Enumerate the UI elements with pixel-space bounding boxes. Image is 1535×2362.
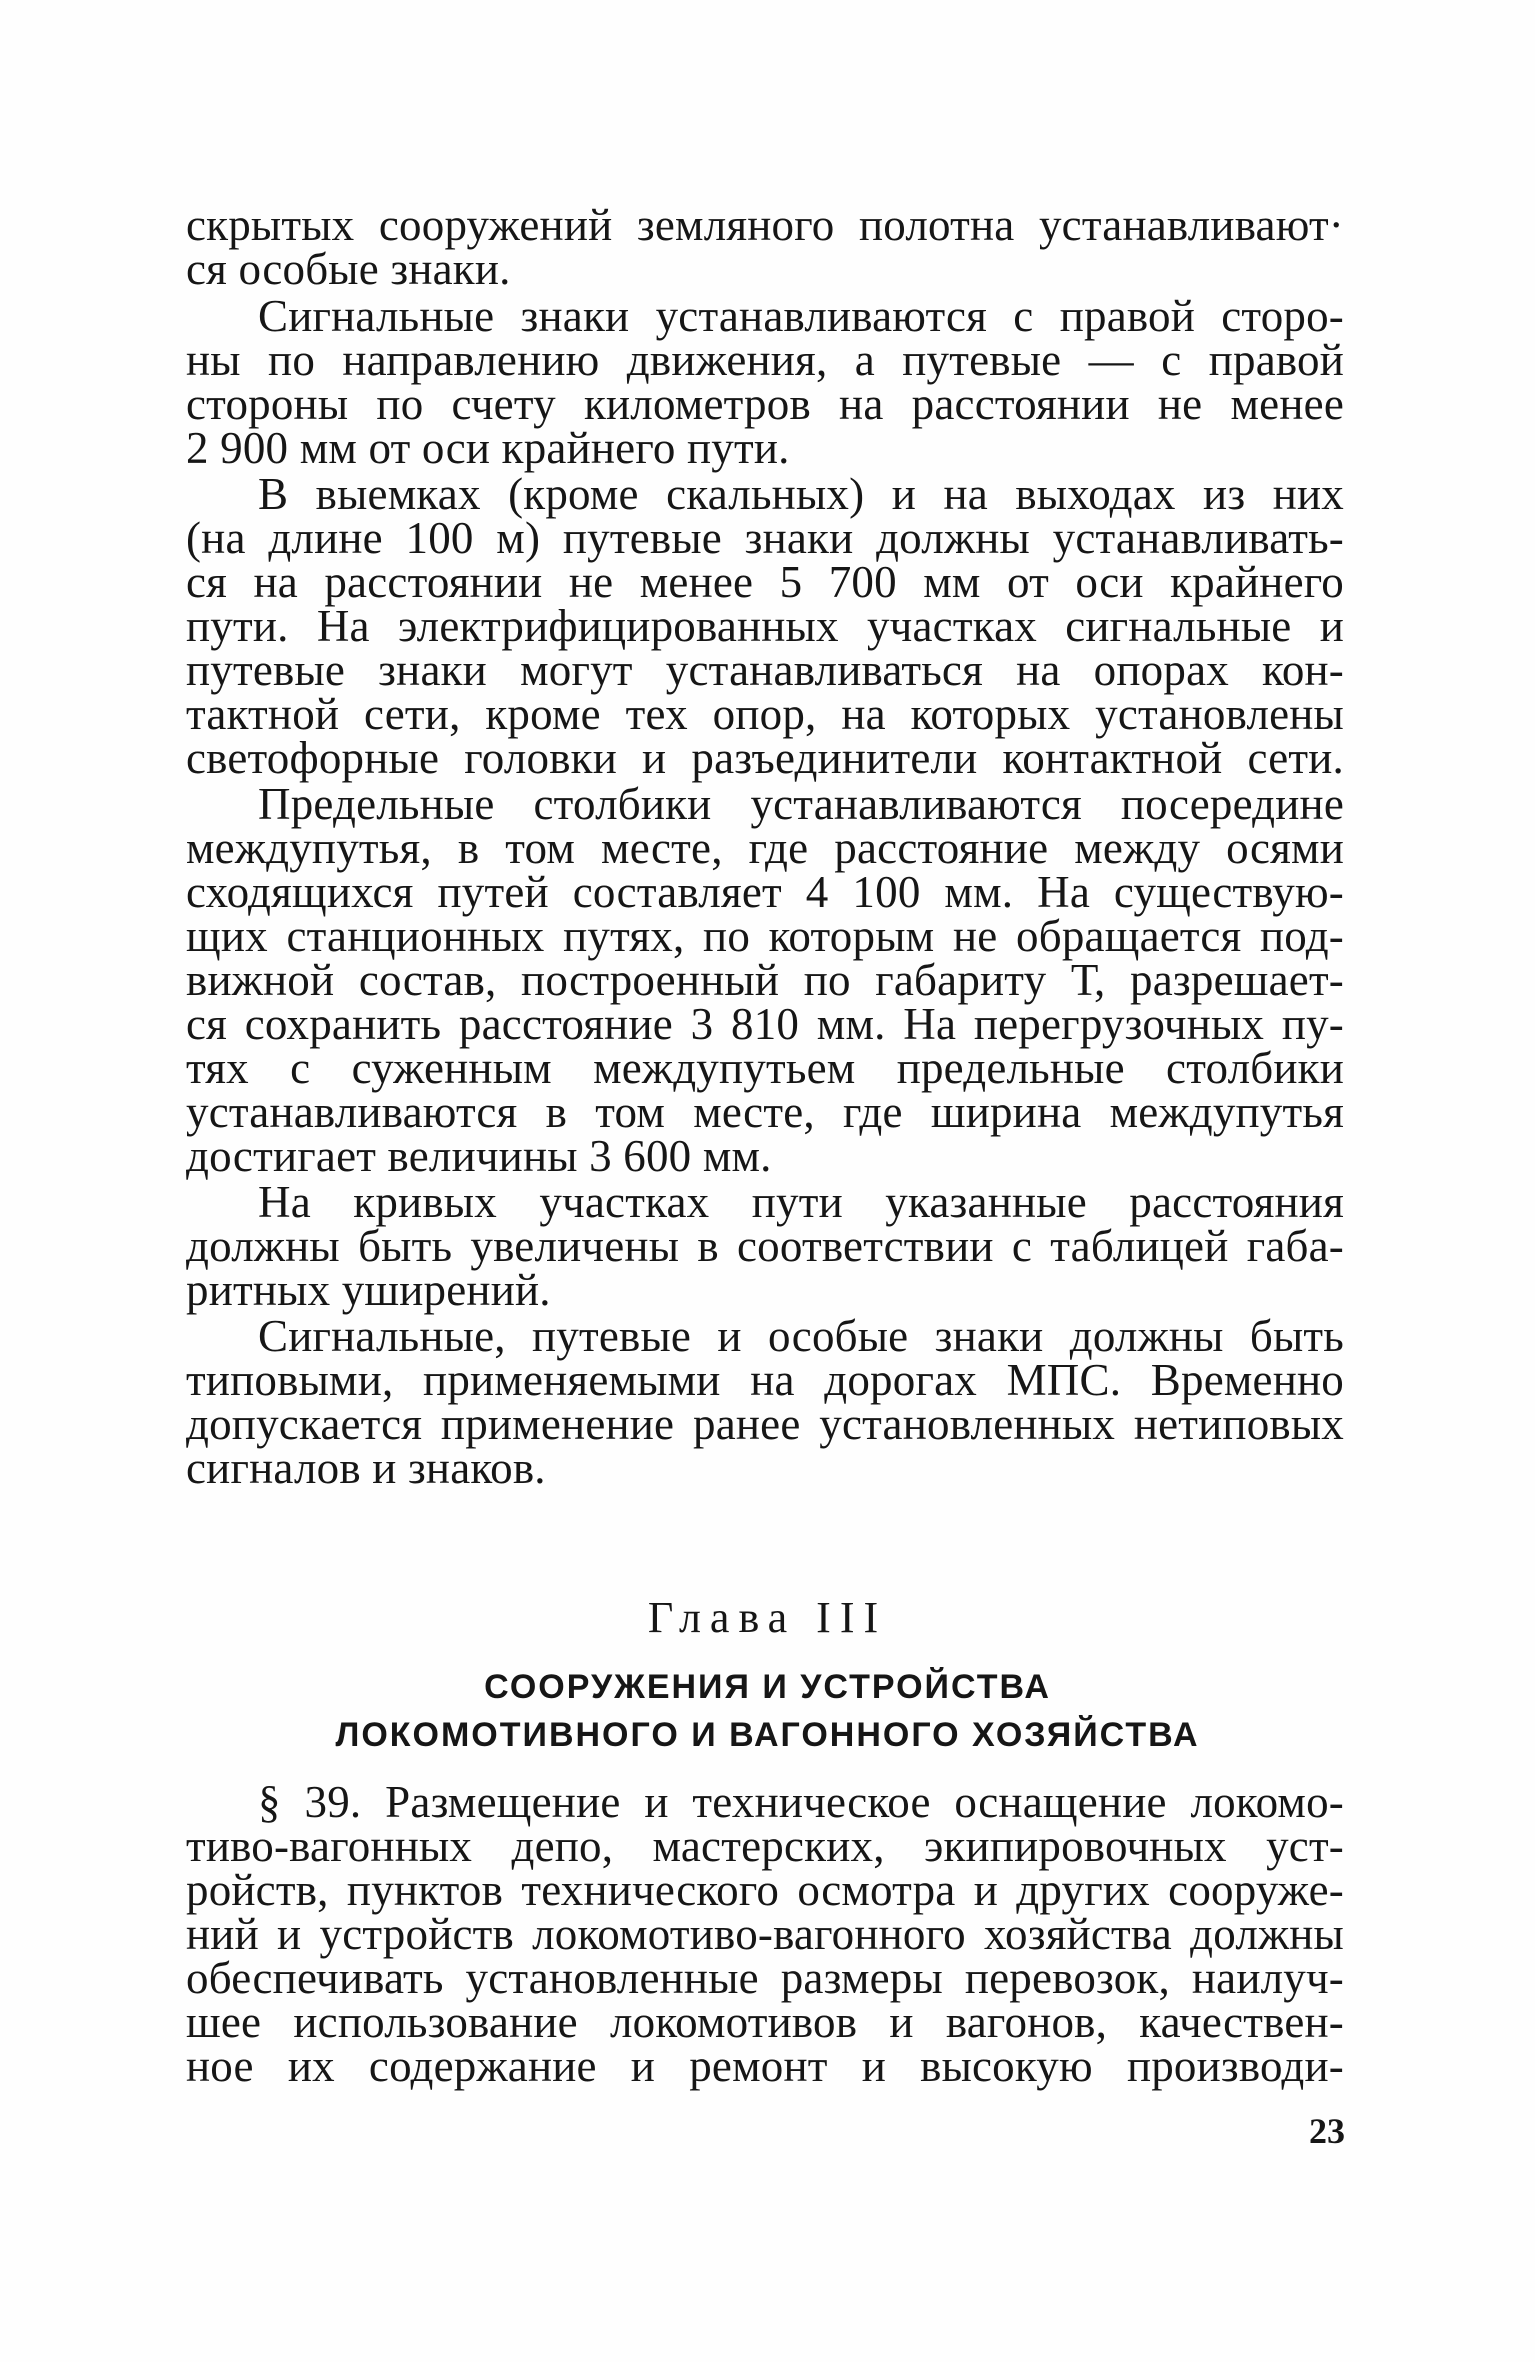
page-number: 23 [1309,2111,1345,2151]
text-line: В выемках (кроме скальных) и на выходах из них [258,469,1344,519]
text-line: устанавливаются в том месте, где ширина междупутья [186,1087,1344,1137]
chapter-label: Глава III [647,1593,888,1642]
text-line: сигналов и знаков. [186,1443,546,1493]
section-line: ний и устройств локомотиво-вагонного хозяйства должны [186,1909,1344,1959]
text-line: ся сохранить расстояние 3 810 мм. На перегрузочных пу- [186,999,1344,1049]
text-line: ся особые знаки. [186,244,511,294]
text-line: стороны по счету километров на расстоянии не менее [186,379,1344,429]
text-line: сходящихся путей составляет 4 100 мм. На существую- [186,867,1344,917]
section-line: § 39. Размещение и техническое оснащение локомо- [258,1777,1344,1827]
text-line: (на длине 100 м) путевые знаки должны устанавливать- [186,513,1344,563]
text-line: Предельные столбики устанавливаются посередине [258,779,1344,829]
text-line: допускается применение ранее установленных нетиповых [186,1399,1344,1449]
section-line: обеспечивать установленные размеры перевозок, наилуч- [186,1953,1344,2003]
text-line: ны по направлению движения, а путевые — с правой [186,335,1344,385]
text-line: путевые знаки могут устанавливаться на опорах кон- [186,645,1344,695]
text-line: скрытых сооружений земляного полотна устанавливают· [186,200,1344,250]
text-line: пути. На электрифицированных участках сигнальные и [186,601,1344,651]
text-line: На кривых участках пути указанные расстояния [258,1177,1344,1227]
text-line: должны быть увеличены в соответствии с таблицей габа- [186,1221,1344,1271]
section-line: шее использование локомотивов и вагонов, качествен- [186,1997,1344,2047]
chapter-title-line-1: СООРУЖЕНИЯ И УСТРОЙСТВА [484,1668,1051,1706]
text-line: тях с суженным междупутьем предельные столбики [186,1043,1344,1093]
text-line: междупутья, в том месте, где расстояние между осями [186,823,1344,873]
section-line: тиво-вагонных депо, мастерских, экипировочных уст- [186,1821,1344,1871]
text-line: ся на расстоянии не менее 5 700 мм от оси крайнего [186,557,1344,607]
section-line: ное их содержание и ремонт и высокую производи- [186,2041,1344,2091]
text-line: светофорные головки и разъединители контактной сети. [186,733,1344,783]
text-line: 2 900 мм от оси крайнего пути. [186,423,790,473]
text-line: достигает величины 3 600 мм. [186,1131,772,1181]
chapter-title-line-2: ЛОКОМОТИВНОГО И ВАГОННОГО ХОЗЯЙСТВА [335,1716,1200,1754]
text-line: тактной сети, кроме тех опор, на которых установлены [186,689,1344,739]
text-line: Сигнальные знаки устанавливаются с правой сторо- [258,291,1344,341]
text-line: ритных уширений. [186,1265,551,1315]
text-line: типовыми, применяемыми на дорогах МПС. Временно [186,1355,1344,1405]
text-line: вижной состав, построенный по габариту Т, разрешает- [186,955,1344,1005]
text-line: щих станционных путях, по которым не обращается под- [186,911,1344,961]
text-line: Сигнальные, путевые и особые знаки должны быть [258,1311,1344,1361]
section-line: ройств, пунктов технического осмотра и других сооруже- [186,1865,1344,1915]
